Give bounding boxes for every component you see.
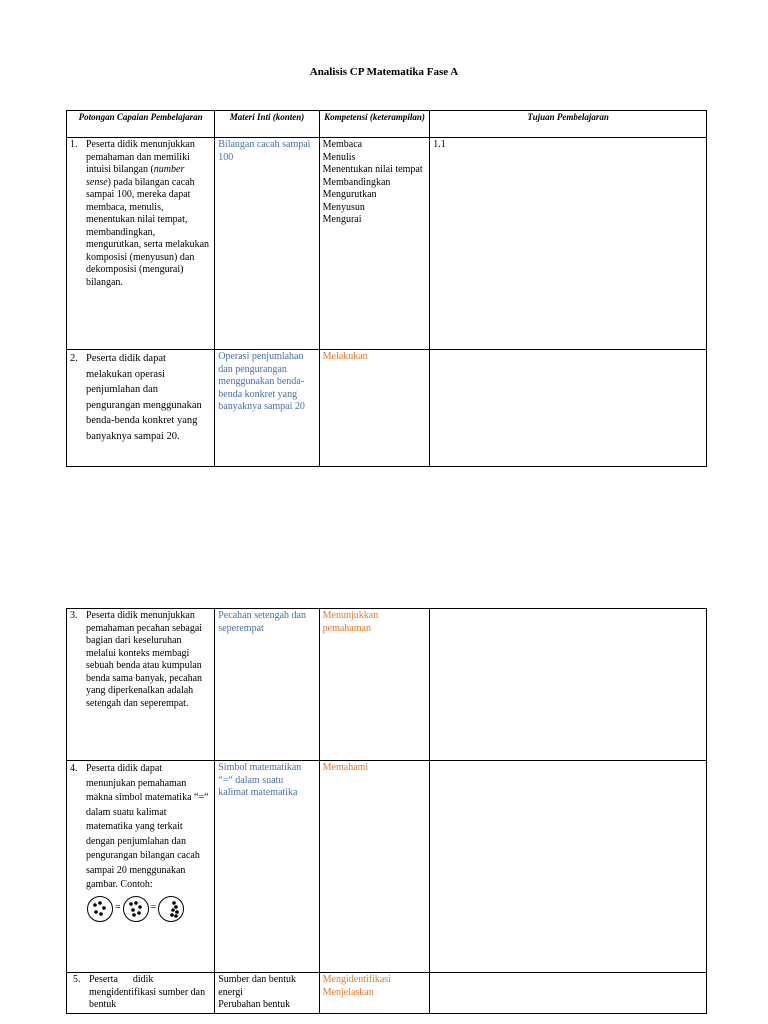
header-potongan-cp: Potongan Capaian Pembelajaran bbox=[67, 111, 215, 138]
cp-cell: 1. Peserta didik menunjukkan pemahaman dan memiliki intuisi bilangan (number sense) pada bilangan cacah sampai 100, mereka dapat membaca, menulis, menentukan nilai tempat, membandingkan, mengurutkan, serta melakukan komposisi (menyusun) dan dekomposisi (mengurai) bilangan. bbox=[67, 138, 215, 350]
cp-table-2 bbox=[66, 608, 707, 1014]
cp-cell: 2. Peserta didik dapat melakukan operasi penjumlahan dan pengurangan menggunakan benda-benda konkret yang banyaknya sampai 20. bbox=[67, 350, 215, 467]
kompetensi-cell: Memahami bbox=[319, 761, 430, 973]
table-row bbox=[67, 350, 707, 467]
tujuan-cell bbox=[430, 350, 707, 467]
dot-circle-icon bbox=[122, 895, 150, 923]
row-number: 4. bbox=[70, 763, 78, 774]
kompetensi-cell: Melakukan bbox=[319, 350, 430, 467]
row-number: 2. bbox=[70, 353, 78, 364]
cp-table-1 bbox=[66, 110, 707, 467]
row-number: 3. bbox=[70, 610, 78, 621]
materi-cell: Bilangan cacah sampai 100 bbox=[215, 138, 319, 350]
header-tujuan: Tujuan Pembelajaran bbox=[430, 111, 707, 138]
materi-cell: Pecahan setengah dan seperempat bbox=[215, 609, 319, 761]
materi-cell: Sumber dan bentuk energi Perubahan bentuk bbox=[215, 973, 319, 1014]
materi-cell: Operasi penjumlahan dan pengurangan menggunakan benda-benda konkret yang banyaknya sampai 20 bbox=[215, 350, 319, 467]
equals-sign: = bbox=[150, 902, 157, 914]
header-kompetensi: Kompetensi (keterampilan) bbox=[319, 111, 430, 138]
dot-circle-icon bbox=[157, 895, 185, 923]
table-row bbox=[67, 138, 707, 350]
kompetensi-cell: Membaca Menulis Menentukan nilai tempat Membandingkan Mengurutkan Menyusun Mengurai bbox=[319, 138, 430, 350]
cp-cell: 5. Peserta didik mengidentifikasi sumber dan bentuk bbox=[67, 973, 215, 1014]
table-row bbox=[67, 973, 707, 1014]
row-number: 5. bbox=[73, 974, 81, 985]
row-number: 1. bbox=[70, 139, 78, 150]
tujuan-cell bbox=[430, 973, 707, 1014]
page-title: Analisis CP Matematika Fase A bbox=[309, 66, 459, 78]
cp-cell: 4. Peserta didik dapat menunjukan pemahaman makna simbol matematika “=“ dalam suatu kalimat matematika yang terkait dengan penjumlahan dan pengurangan bilangan cacah sampai 20 menggunakan gambar. Contoh: = = bbox=[67, 761, 215, 973]
dot-equation-example bbox=[86, 895, 211, 923]
table-row bbox=[67, 761, 707, 973]
table-row bbox=[67, 609, 707, 761]
tujuan-cell bbox=[430, 761, 707, 973]
kompetensi-cell: Mengidentifikasi Menjelaskan bbox=[319, 973, 430, 1014]
dot-circle-icon bbox=[86, 895, 114, 923]
tujuan-cell: 1.1 bbox=[430, 138, 707, 350]
tujuan-cell bbox=[430, 609, 707, 761]
equals-sign: = bbox=[115, 902, 121, 914]
kompetensi-cell: Menunjukkan pemahaman bbox=[319, 609, 430, 761]
header-materi-inti: Materi Inti (konten) bbox=[215, 111, 319, 138]
cp-cell: 3. Peserta didik menunjukkan pemahaman pecahan sebagai bagian dari keseluruhan melalui konteks membagi sebuah benda atau kumpulan benda sama banyak, pecahan yang diperkenalkan adalah setengah dan seperempat. bbox=[67, 609, 215, 761]
materi-cell: Simbol matematikan “=“ dalam suatu kalimat matematika bbox=[215, 761, 319, 973]
